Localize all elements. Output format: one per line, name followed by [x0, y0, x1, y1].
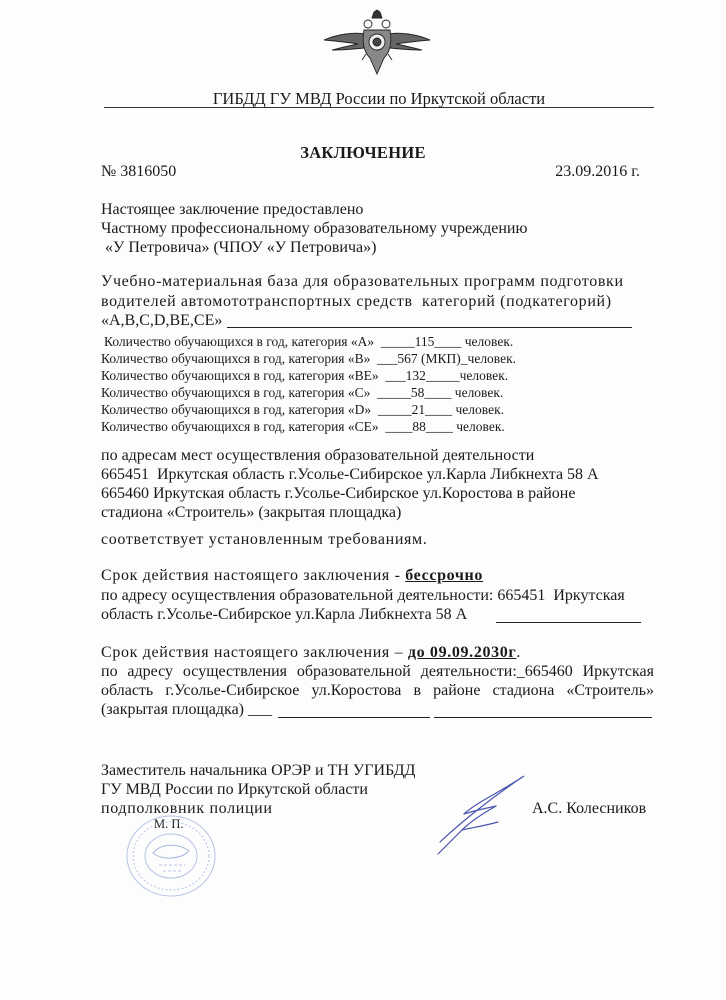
validity-2-line-4: (закрытая площадка) ___: [101, 701, 272, 718]
validity-1-fill-line: [496, 622, 641, 623]
recipient-line-1: Настоящее заключение предоставлено: [101, 201, 364, 218]
signer-position-1: Заместитель начальника ОРЭР и ТН УГИБДД: [101, 762, 416, 779]
categories-fill-line: [227, 327, 632, 328]
validity-2-term: до 09.09.2030г: [407, 644, 517, 661]
address-line-2: 665460 Иркутская область г.Усолье-Сибирское ул.Коростова в районе: [101, 485, 576, 502]
signer-rank: подполковник полиции: [101, 800, 273, 817]
validity-2-suffix: .: [516, 644, 521, 661]
validity-2-fill-line-2: [434, 717, 652, 718]
address-line-3: стадиона «Строитель» (закрытая площадка): [101, 504, 402, 521]
student-count-unit: человек.: [454, 385, 504, 400]
student-count-unit: человек.: [467, 351, 517, 366]
eagle-emblem-icon: [318, 8, 436, 78]
student-count-label: Количество обучающихся в год, категория «ВЕ»: [101, 368, 379, 383]
conclusion-text: соответствует установленным требованиям.: [101, 531, 428, 548]
official-stamp-icon: [123, 813, 219, 899]
base-line-2: водителей автомототранспортных средств категорий (подкатегорий): [101, 293, 612, 310]
student-count-value: ___567 (МКП)_: [377, 351, 468, 366]
student-count-row: [101, 384, 503, 401]
student-count-unit: человек.: [464, 334, 514, 349]
base-categories: «А,В,С,D,ВЕ,СЕ»: [101, 312, 223, 329]
document-date: 23.09.2016 г.: [555, 163, 640, 180]
student-count-label: Количество обучающихся в год, категория «А»: [104, 334, 375, 349]
validity-1-term: бессрочно: [405, 567, 484, 584]
validity-2-line-3: область г.Усолье-Сибирское ул.Коростова в районе стадиона «Строитель»: [101, 682, 654, 699]
student-count-row: [101, 350, 516, 367]
student-count-value: _____58____: [377, 385, 452, 400]
validity-1-line-1: [101, 566, 483, 585]
recipient-line-2: Частному профессиональному образовательному учреждению: [101, 220, 528, 237]
student-count-row: [101, 367, 508, 384]
student-count-row: [101, 401, 504, 418]
student-count-value: ___132_____: [385, 368, 460, 383]
signer-position-2: ГУ МВД России по Иркутской области: [101, 781, 368, 798]
address-line-1: 665451 Иркутская область г.Усолье-Сибирское ул.Карла Либкнехта 58 А: [101, 466, 599, 483]
stamp-place-label: М. П.: [154, 817, 184, 831]
validity-2-prefix: Срок действия настоящего заключения –: [101, 644, 408, 661]
validity-2-line-2: по адресу осуществления образовательной деятельности:_665460 Иркутская: [101, 663, 654, 680]
student-count-label: Количество обучающихся в год, категория «С»: [101, 385, 371, 400]
validity-1-line-2: по адресу осуществления образовательной деятельности: 665451 Иркутская: [101, 587, 625, 604]
student-count-unit: человек.: [456, 419, 505, 434]
signer-name: А.С. Колесников: [532, 800, 647, 817]
student-count-row: [101, 418, 505, 435]
student-count-value: ____88____: [385, 419, 453, 434]
validity-2-line-1: [101, 643, 521, 662]
document-number: № 3816050: [101, 163, 177, 180]
handwritten-signature-icon: [418, 770, 528, 860]
student-count-unit: человек.: [455, 402, 505, 417]
student-count-label: Количество обучающихся в год, категория «D»: [101, 402, 372, 417]
student-count-value: _____21____: [377, 402, 453, 417]
student-count-label: Количество обучающихся в год, категория «СЕ»: [101, 419, 379, 434]
student-count-label: Количество обучающихся в год, категория «В»: [101, 351, 371, 366]
addresses-intro: по адресам мест осуществления образовательной деятельности: [101, 447, 535, 464]
document-title: ЗАКЛЮЧЕНИЕ: [300, 143, 426, 162]
validity-1-prefix: Срок действия настоящего заключения -: [101, 567, 406, 584]
base-line-1: Учебно-материальная база для образовательных программ подготовки: [101, 273, 624, 290]
organization-name: ГИБДД ГУ МВД России по Иркутской области: [212, 89, 546, 108]
student-count-unit: человек.: [459, 368, 509, 383]
recipient-line-3: «У Петровича» (ЧПОУ «У Петровича»): [101, 239, 377, 256]
validity-1-line-3: область г.Усолье-Сибирское ул.Карла Либкнехта 58 А: [101, 606, 468, 623]
student-count-value: _____115____: [380, 334, 462, 349]
validity-2-fill-line-1: [278, 717, 430, 718]
student-count-row: [104, 333, 513, 350]
